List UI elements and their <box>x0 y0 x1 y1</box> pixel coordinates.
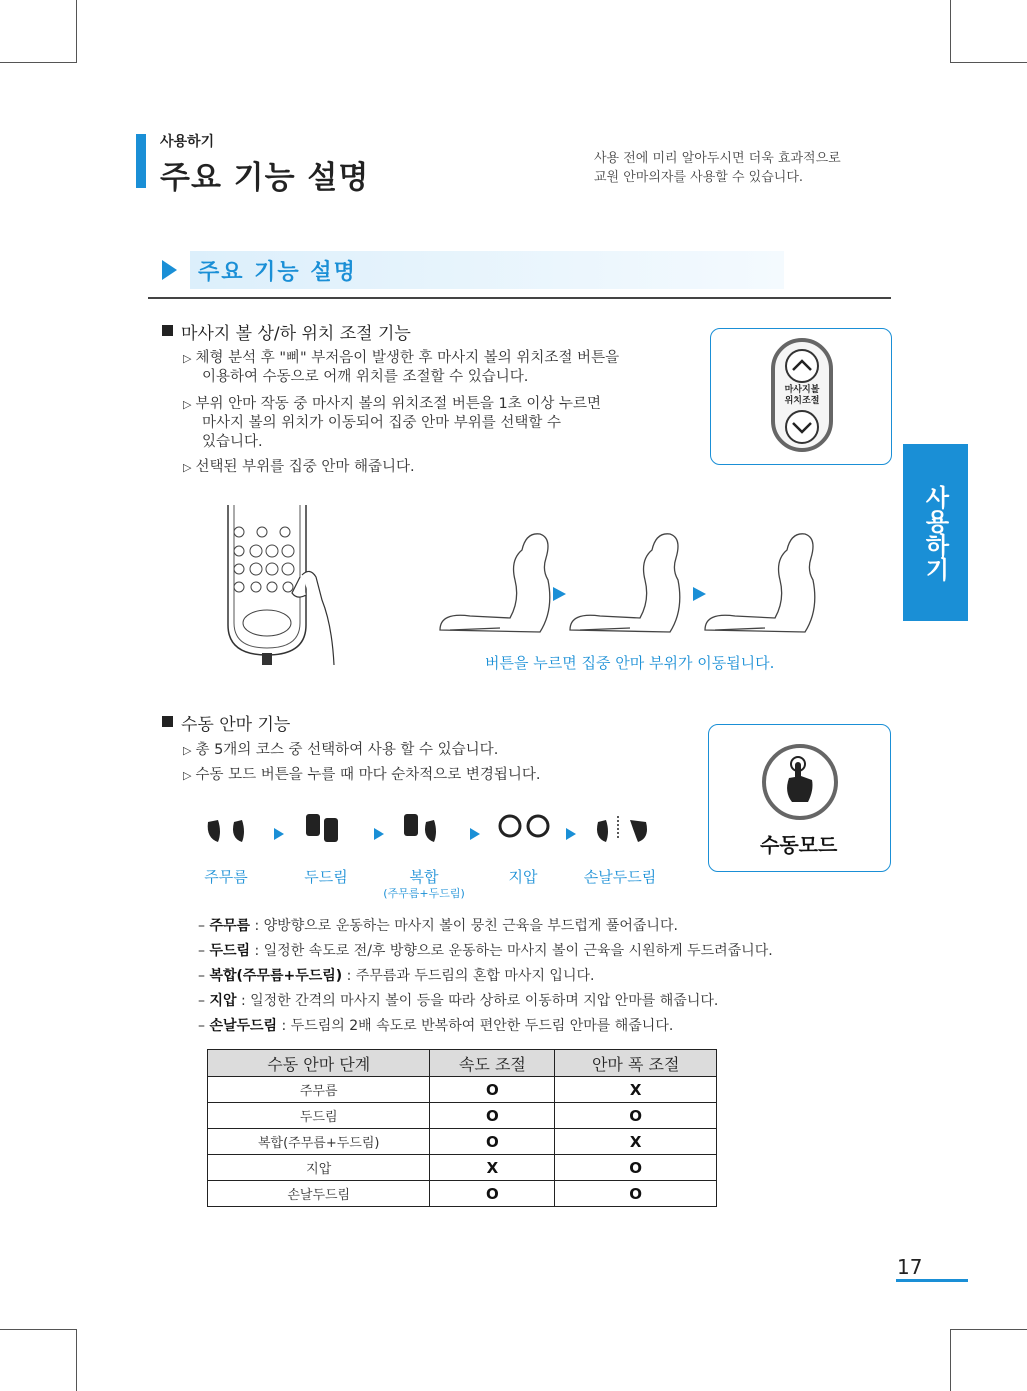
desc-term: 복합(주무름+두드림) <box>209 968 343 984</box>
position-label-line: 마사지볼 <box>784 385 820 395</box>
triangle-bullet-icon: ▷ <box>183 352 192 365</box>
mode-description: – 복합(주무름+두드림) : 주무름과 두드림의 혼합 마사지 입니다. <box>198 968 595 984</box>
desc-term: 지압 <box>209 993 237 1009</box>
mode-description: – 손날두드림 : 두드림의 2배 속도로 반복하여 편안한 두드림 안마를 해줍니다. <box>198 1018 674 1034</box>
manual-mode-label: 수동모드 <box>760 833 838 857</box>
position-control-button <box>771 338 833 452</box>
table-header: 속도 조절 <box>430 1050 555 1077</box>
table-cell: O <box>555 1103 717 1129</box>
table-header: 안마 폭 조절 <box>555 1050 717 1077</box>
crop-mark <box>950 1329 1027 1330</box>
table-cell: O <box>430 1181 555 1207</box>
table-cell: O <box>430 1129 555 1155</box>
header-desc-line: 교원 안마의자를 사용할 수 있습니다. <box>594 170 804 185</box>
tapping-icon <box>306 814 320 836</box>
table-cell: X <box>555 1129 717 1155</box>
table-cell: X <box>430 1155 555 1181</box>
remote-control-illustration <box>222 505 342 667</box>
section-divider <box>148 297 891 299</box>
bullet-text: 선택된 부위를 집중 안마 해줍니다. <box>195 459 415 475</box>
feature2-bullet <box>183 766 541 785</box>
bullet-line <box>183 414 601 433</box>
feature1-bullet <box>183 458 415 477</box>
feature2-bullet <box>183 741 498 760</box>
feature1-caption: 버튼을 누르면 집중 안마 부위가 이동됩니다. <box>485 654 775 672</box>
table-cell: 두드림 <box>208 1103 430 1129</box>
desc-term: 주무름 <box>209 918 251 934</box>
page-number-underline <box>896 1279 968 1282</box>
mode-description: – 지압 : 일정한 간격의 마사지 볼이 등을 따라 상하로 이동하며 지압 안마를 해줍니다. <box>198 993 719 1009</box>
triangle-bullet-icon: ▷ <box>183 461 192 474</box>
bullet-line <box>183 368 619 387</box>
table-cell: X <box>555 1077 717 1103</box>
table-row <box>208 1077 717 1103</box>
mode-label: 주무름 <box>204 868 248 886</box>
position-button-label <box>775 385 829 407</box>
table-row <box>208 1181 717 1207</box>
desc-text: : 주무름과 두드림의 혼합 마사지 입니다. <box>342 968 595 984</box>
side-tab-label: 사용하기 <box>921 484 949 581</box>
table-cell: 복합(주무름+두드림) <box>208 1129 430 1155</box>
crop-mark <box>76 1329 77 1391</box>
massage-chair-illustrations <box>430 520 820 650</box>
table-header-row <box>208 1050 717 1077</box>
bullet-text: 이용하여 수동으로 어깨 위치를 조절할 수 있습니다. <box>202 369 529 385</box>
desc-text: : 일정한 간격의 마사지 볼이 등을 따라 상하로 이동하며 지압 안마를 해줍니다. <box>236 993 719 1009</box>
feature1-bullet <box>183 395 601 452</box>
crop-mark <box>0 62 77 63</box>
crop-mark <box>0 1329 77 1330</box>
mode-label: 손날두드림 <box>583 868 657 886</box>
table-header: 수동 안마 단계 <box>208 1050 430 1077</box>
bullet-text: 마사지 볼의 위치가 이동되어 집중 안마 부위를 선택할 수 <box>202 415 562 431</box>
crop-mark <box>950 0 951 63</box>
mode-icons-row <box>200 808 670 848</box>
table-cell: O <box>430 1077 555 1103</box>
bullet-line <box>183 395 601 414</box>
table-row <box>208 1129 717 1155</box>
header-desc-line: 사용 전에 미리 알아두시면 더욱 효과적으로 <box>594 151 841 166</box>
bullet-text: 있습니다. <box>202 434 263 450</box>
bullet-line <box>183 349 619 368</box>
desc-term: 손날두드림 <box>209 1018 278 1034</box>
square-bullet-icon <box>162 325 173 336</box>
bullet-text: 체형 분석 후 "삐" 부저음이 발생한 후 마사지 볼의 위치조절 버튼을 <box>195 350 620 366</box>
manual-mode-icon <box>760 742 840 822</box>
feature2-heading: 수동 안마 기능 <box>181 715 291 735</box>
table-cell: O <box>555 1181 717 1207</box>
triangle-bullet-icon: ▷ <box>183 769 192 782</box>
manual-massage-table <box>207 1049 717 1207</box>
mode-label: 지압 <box>508 868 538 886</box>
square-bullet-icon <box>162 716 173 727</box>
table-cell: 지압 <box>208 1155 430 1181</box>
page-number: 17 <box>897 1255 923 1279</box>
side-tab <box>903 444 968 621</box>
chop-icon <box>597 820 608 842</box>
table-cell: O <box>555 1155 717 1181</box>
table-row <box>208 1155 717 1181</box>
feature1-bullet <box>183 349 619 387</box>
desc-term: 두드림 <box>209 943 251 959</box>
header-description <box>594 149 841 187</box>
bullet-text: 수동 모드 버튼을 누를 때 마다 순차적으로 변경됩니다. <box>195 767 541 783</box>
crop-mark <box>950 62 1027 63</box>
page-title: 주요 기능 설명 <box>160 160 370 196</box>
header-category: 사용하기 <box>160 134 215 150</box>
table-row <box>208 1103 717 1129</box>
triangle-bullet-icon: ▷ <box>183 744 192 757</box>
crop-mark <box>76 0 77 63</box>
bullet-text: 총 5개의 코스 중 선택하여 사용 할 수 있습니다. <box>195 742 499 758</box>
bullet-line <box>183 433 601 452</box>
section-title: 주요 기능 설명 <box>198 260 357 285</box>
mode-label: 복합 <box>409 868 439 886</box>
kneading-icon <box>208 820 220 842</box>
feature1-heading: 마사지 볼 상/하 위치 조절 기능 <box>181 324 411 344</box>
table-cell: 주무름 <box>208 1077 430 1103</box>
mode-description: – 주무름 : 양방향으로 운동하는 마사지 볼이 뭉친 근육을 부드럽게 풀어줍니다. <box>198 918 678 934</box>
combo-icon <box>404 814 418 836</box>
bullet-line <box>183 458 415 477</box>
desc-text: : 양방향으로 운동하는 마사지 볼이 뭉친 근육을 부드럽게 풀어줍니다. <box>250 918 678 934</box>
mode-sublabel: (주무름+두드림) <box>383 887 465 900</box>
table-cell: 손날두드림 <box>208 1181 430 1207</box>
position-label-line: 위치조절 <box>784 396 820 406</box>
shiatsu-icon <box>500 816 520 836</box>
mode-description: – 두드림 : 일정한 속도로 전/후 방향으로 운동하는 마사지 볼이 근육을 시원하게 두드려줍니다. <box>198 943 773 959</box>
bullet-text: 부위 안마 작동 중 마사지 볼의 위치조절 버튼을 1초 이상 누르면 <box>195 396 601 412</box>
desc-text: : 일정한 속도로 전/후 방향으로 운동하는 마사지 볼이 근육을 시원하게 두드려줍니다. <box>250 943 773 959</box>
table-cell: O <box>430 1103 555 1129</box>
mode-descriptions <box>198 914 773 1039</box>
triangle-bullet-icon: ▷ <box>183 398 192 411</box>
mode-label: 두드림 <box>304 868 348 886</box>
desc-text: : 두드림의 2배 속도로 반복하여 편안한 두드림 안마를 해줍니다. <box>277 1018 674 1034</box>
crop-mark <box>950 1329 951 1391</box>
section-arrow-icon <box>162 260 177 280</box>
header-accent-bar <box>136 134 146 188</box>
